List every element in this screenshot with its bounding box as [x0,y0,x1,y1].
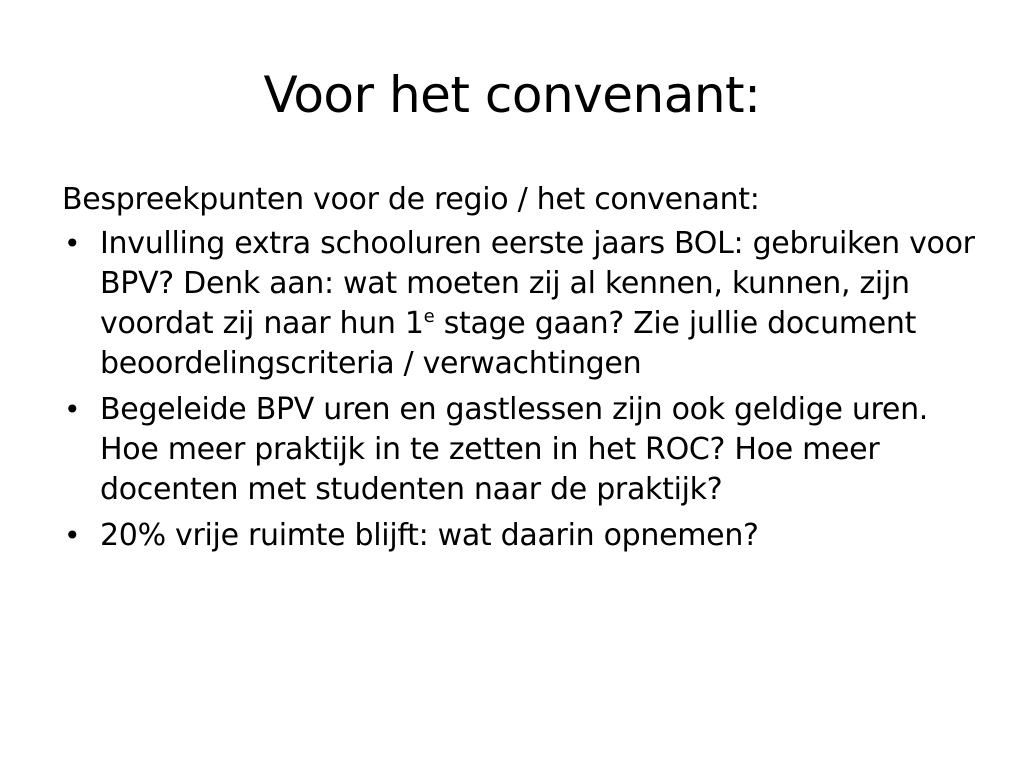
bullet-1-superscript: e [423,306,435,327]
bullet-2-text: Begeleide BPV uren en gastlessen zijn ook geldige uren. Hoe meer praktijk in te zetten in het ROC? Hoe meer docenten met studenten naar de praktijk? [100,392,929,507]
slide-content [62,180,982,562]
bullet-dot-icon: • [64,519,81,552]
intro-text: Bespreekpunten voor de regio / het convenant: [62,182,760,217]
bullet-3-text: 20% vrije ruimte blijft: wat daarin opnemen? [100,518,759,553]
slide-title: Voor het convenant: [263,66,761,124]
bullet-list [62,224,982,556]
bullet-item-3 [62,516,982,556]
bullet-item-2 [62,390,982,510]
bullet-item-1 [62,224,982,384]
bullet-dot-icon: • [64,393,81,426]
bullet-dot-icon: • [64,227,81,260]
bullet-1-text-end: stage gaan? Zie jullie document beoordelingscriteria / verwachtingen [100,306,917,381]
bullet-1-text-start: Invulling extra schooluren eerste jaars BOL: gebruiken voor BPV? Denk aan: wat moeten zij al kennen, kunnen, zijn voordat zij naar hun 1 [100,226,975,341]
